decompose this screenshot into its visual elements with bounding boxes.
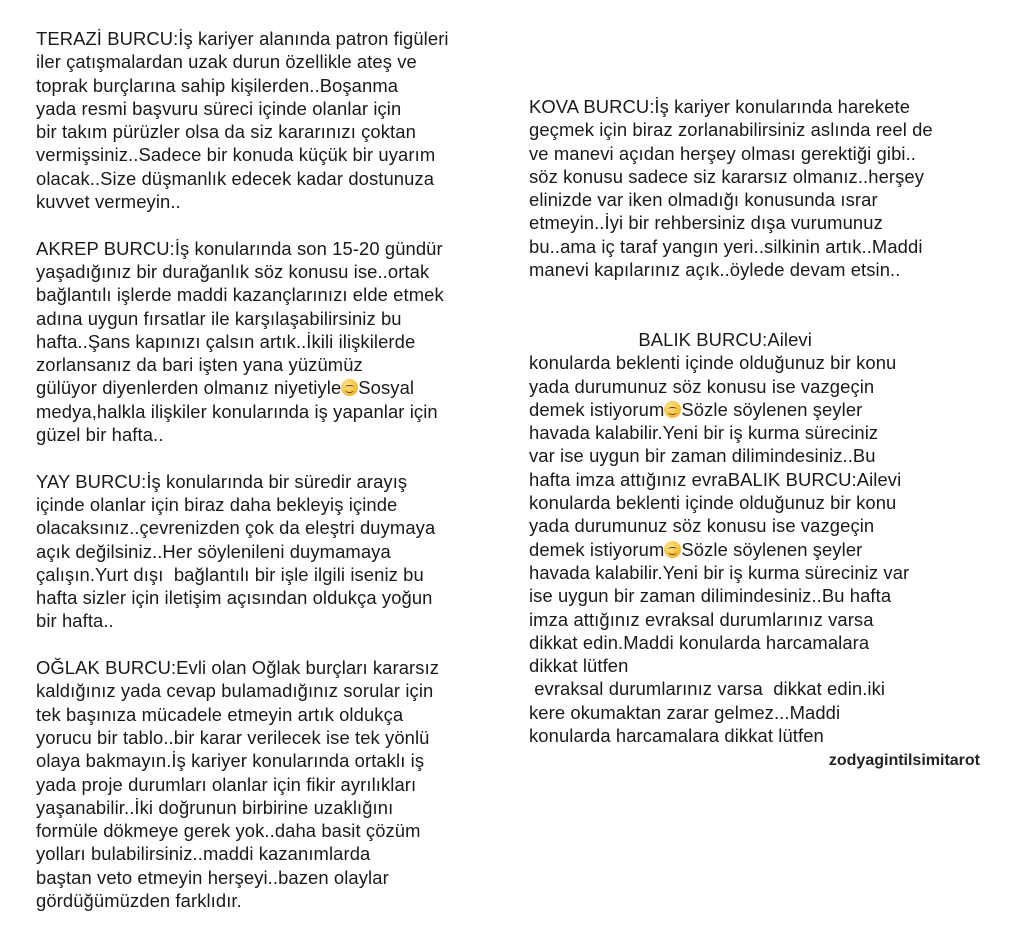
kova-paragraph xyxy=(529,95,1009,281)
text-line: etmeyin..İyi bir rehbersiniz dışa vurumunuz xyxy=(529,212,883,234)
text-line: hafta imza attığınız evraBALIK BURCU:Ailevi xyxy=(529,468,902,490)
right-column xyxy=(529,95,1009,747)
text-line: zorlansanız da bari işten yana yüzümüz xyxy=(36,354,363,376)
akrep-paragraph xyxy=(36,237,506,447)
text-line: toprak burçlarına sahip kişilerden..Boşanma xyxy=(36,74,399,96)
text-line: geçmek için biraz zorlanabilirsiniz aslında reel de xyxy=(529,119,933,141)
text-line: yolları bulabilirsiniz..maddi kazanımlarda xyxy=(36,843,371,865)
text-line: YAY BURCU:İş konularında bir süredir arayış xyxy=(36,470,408,492)
text-line: olaya bakmayın.İş kariyer konularında ortaklı iş xyxy=(36,750,425,772)
text-line: var ise uygun bir zaman dilimindesiniz..Bu xyxy=(529,445,876,467)
paragraph-gap xyxy=(529,281,1009,304)
balik-paragraph xyxy=(529,328,1009,747)
text-line: kuvvet vermeyin.. xyxy=(36,191,181,213)
smiling-face-emoji-icon xyxy=(341,379,358,396)
text-line: bu..ama iç taraf yangın yeri..silkinin artık..Maddi xyxy=(529,235,923,257)
text-line: yada proje durumları olanlar için fikir ayrılıkları xyxy=(36,773,417,795)
text-line: hafta..Şans kapınızı çalsın artık..İkili ilişkilerde xyxy=(36,330,416,352)
text-line: konularda harcamalara dikkat lütfen xyxy=(529,725,824,747)
text-line: gülüyor diyenlerden olmanız niyetiyle Sosyal xyxy=(36,377,415,399)
text-line: adına uygun fırsatlar ile karşılaşabilirsiniz bu xyxy=(36,307,402,329)
text-line: gördüğümüzden farklıdır. xyxy=(36,889,242,911)
text-line: olacaksınız..çevrenizden çok da eleştri duymaya xyxy=(36,517,436,539)
text-line: konularda beklenti içinde olduğunuz bir konu xyxy=(529,492,897,514)
text-line: yaşadığınız bir durağanlık söz konusu ise..ortak xyxy=(36,260,430,282)
text-line: yada durumunuz söz konusu ise vazgeçin xyxy=(529,375,875,397)
text-line: manevi kapılarınız açık..öylede devam etsin.. xyxy=(529,259,901,281)
smiling-face-emoji-icon xyxy=(664,541,681,558)
text-line: hafta sizler için iletişim açısından oldukça yoğun xyxy=(36,587,433,609)
text-line: iler çatışmalardan uzak durun özellikle ateş ve xyxy=(36,51,417,73)
paragraph-gap xyxy=(36,213,506,236)
text-line: yada resmi başvuru süreci içinde olanlar için xyxy=(36,97,402,119)
left-column xyxy=(36,27,506,912)
text-line: demek istiyorum Sözle söylenen şeyler xyxy=(529,398,863,420)
watermark-handle: zodyagintilsimitarot xyxy=(828,752,980,769)
terazi-paragraph xyxy=(36,27,506,213)
paragraph-gap xyxy=(529,305,1009,328)
text-line: havada kalabilir.Yeni bir iş kurma süreciniz var xyxy=(529,561,910,583)
text-line: olacak..Size düşmanlık edecek kadar dostunuza xyxy=(36,167,435,189)
balik-heading: BALIK BURCU:Ailevi xyxy=(529,328,812,350)
text-line: medya,halkla ilişkiler konularında iş yapanlar için xyxy=(36,400,438,422)
paragraph-gap xyxy=(36,446,506,469)
text-line: bağlantılı işlerde maddi kazançlarınızı elde etmek xyxy=(36,284,444,306)
yay-paragraph xyxy=(36,470,506,633)
smiling-face-emoji-icon xyxy=(664,401,681,418)
text-line: söz konusu sadece siz kararsız olmanız..herşey xyxy=(529,165,925,187)
text-line: bir hafta.. xyxy=(36,610,114,632)
text-line: evraksal durumlarınız varsa dikkat edin.iki xyxy=(529,678,886,700)
text-line: bir takım pürüzler olsa da siz kararınızı çoktan xyxy=(36,121,416,143)
text-line: yorucu bir tablo..bir karar verilecek ise tek yönlü xyxy=(36,726,430,748)
text-line: vermişsiniz..Sadece bir konuda küçük bir uyarım xyxy=(36,144,436,166)
text-line: TERAZİ BURCU:İş kariyer alanında patron figüleri xyxy=(36,28,449,49)
text-line: AKREP BURCU:İş konularında son 15-20 gündür xyxy=(36,237,443,259)
text-line: kere okumaktan zarar gelmez...Maddi xyxy=(529,701,841,723)
text-line: güzel bir hafta.. xyxy=(36,424,164,446)
text-line: KOVA BURCU:İş kariyer konularında harekete xyxy=(529,96,911,117)
text-line: tek başınıza mücadele etmeyin artık oldukça xyxy=(36,703,404,725)
text-line: dikkat edin.Maddi konularda harcamalara xyxy=(529,631,870,653)
text-line: formüle dökmeye gerek yok..daha basit çözüm xyxy=(36,820,421,842)
text-line: baştan veto etmeyin herşeyi..bazen olaylar xyxy=(36,866,389,888)
text-line: elinizde var iken olmadığı konusunda ısrar xyxy=(529,189,878,211)
text-line: demek istiyorum Sözle söylenen şeyler xyxy=(529,538,863,560)
text-line: içinde olanlar için biraz daha bekleyiş içinde xyxy=(36,493,398,515)
text-line: yada durumunuz söz konusu ise vazgeçin xyxy=(529,515,875,537)
text-line: OĞLAK BURCU:Evli olan Oğlak burçları kararsız xyxy=(36,657,440,679)
text-line: ise uygun bir zaman dilimindesiniz..Bu hafta xyxy=(529,585,892,607)
text-line: kaldığınız yada cevap bulamadığınız sorular için xyxy=(36,680,434,702)
oglak-paragraph xyxy=(36,656,506,912)
paragraph-gap xyxy=(36,633,506,656)
text-line: dikkat lütfen xyxy=(529,655,629,677)
text-line: çalışın.Yurt dışı bağlantılı bir işle ilgili iseniz bu xyxy=(36,563,424,585)
text-line: havada kalabilir.Yeni bir iş kurma süreciniz xyxy=(529,422,879,444)
text-line: açık değilsiniz..Her söylenileni duymamaya xyxy=(36,540,391,562)
text-line: yaşanabilir..İki doğrunun birbirine uzaklığını xyxy=(36,796,394,818)
text-line: imza attığınız evraksal durumlarınız varsa xyxy=(529,608,874,630)
text-line: ve manevi açıdan herşey olması gerektiği gibi.. xyxy=(529,142,917,164)
text-line: konularda beklenti içinde olduğunuz bir konu xyxy=(529,352,897,374)
